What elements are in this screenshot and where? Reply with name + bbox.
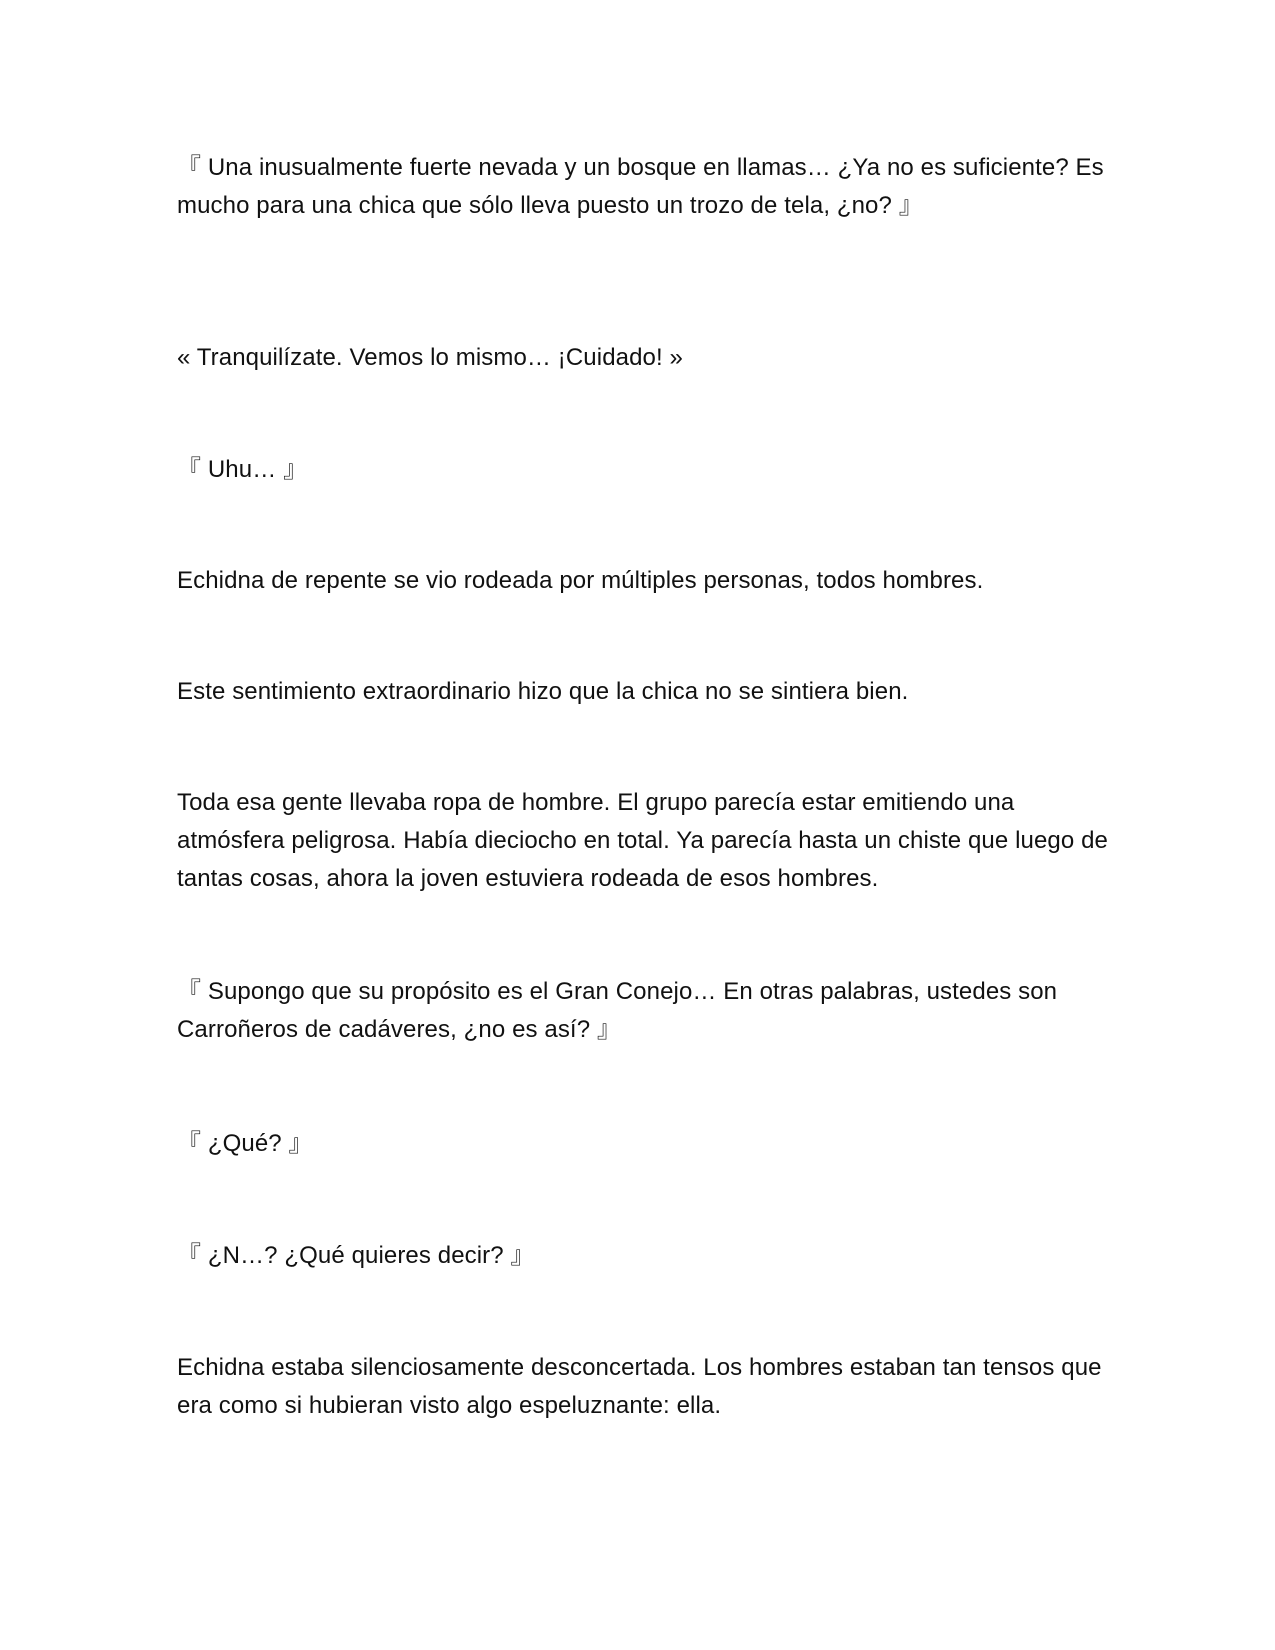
paragraph-narration-feeling: Este sentimiento extraordinario hizo que la chica no se sintiera bien. bbox=[177, 678, 909, 705]
paragraph-dialogue-calm-down: « Tranquilízate. Vemos lo mismo… ¡Cuidado! » bbox=[177, 344, 683, 371]
paragraph-dialogue-what: 『 ¿Qué? 』 bbox=[177, 1130, 313, 1157]
paragraph-dialogue-purpose: 『 Supongo que su propósito es el Gran Conejo… En otras palabras, ustedes son Carroñeros de cadáveres, ¿no es así? 』 bbox=[177, 978, 1058, 1043]
paragraph-narration-group: Toda esa gente llevaba ropa de hombre. El grupo parecía estar emitiendo una atmósfera peligrosa. Había dieciocho en total. Ya parecía hasta un chiste que luego de tantas cosas, ahora la joven estuviera rodeada de esos hombres. bbox=[177, 789, 1108, 892]
paragraph-dialogue-uhu: 『 Uhu… 』 bbox=[177, 456, 308, 483]
paragraph-dialogue-what-mean: 『 ¿N…? ¿Qué quieres decir? 』 bbox=[177, 1242, 535, 1269]
paragraph-dialogue-snow-forest: 『 Una inusualmente fuerte nevada y un bosque en llamas… ¿Ya no es suficiente? Es mucho para una chica que sólo lleva puesto un trozo de tela, ¿no? 』 bbox=[177, 154, 1104, 219]
paragraph-narration-surrounded: Echidna de repente se vio rodeada por múltiples personas, todos hombres. bbox=[177, 567, 984, 594]
paragraph-narration-bewildered: Echidna estaba silenciosamente desconcertada. Los hombres estaban tan tensos que era como si hubieran visto algo espeluznante: ella. bbox=[177, 1354, 1102, 1419]
